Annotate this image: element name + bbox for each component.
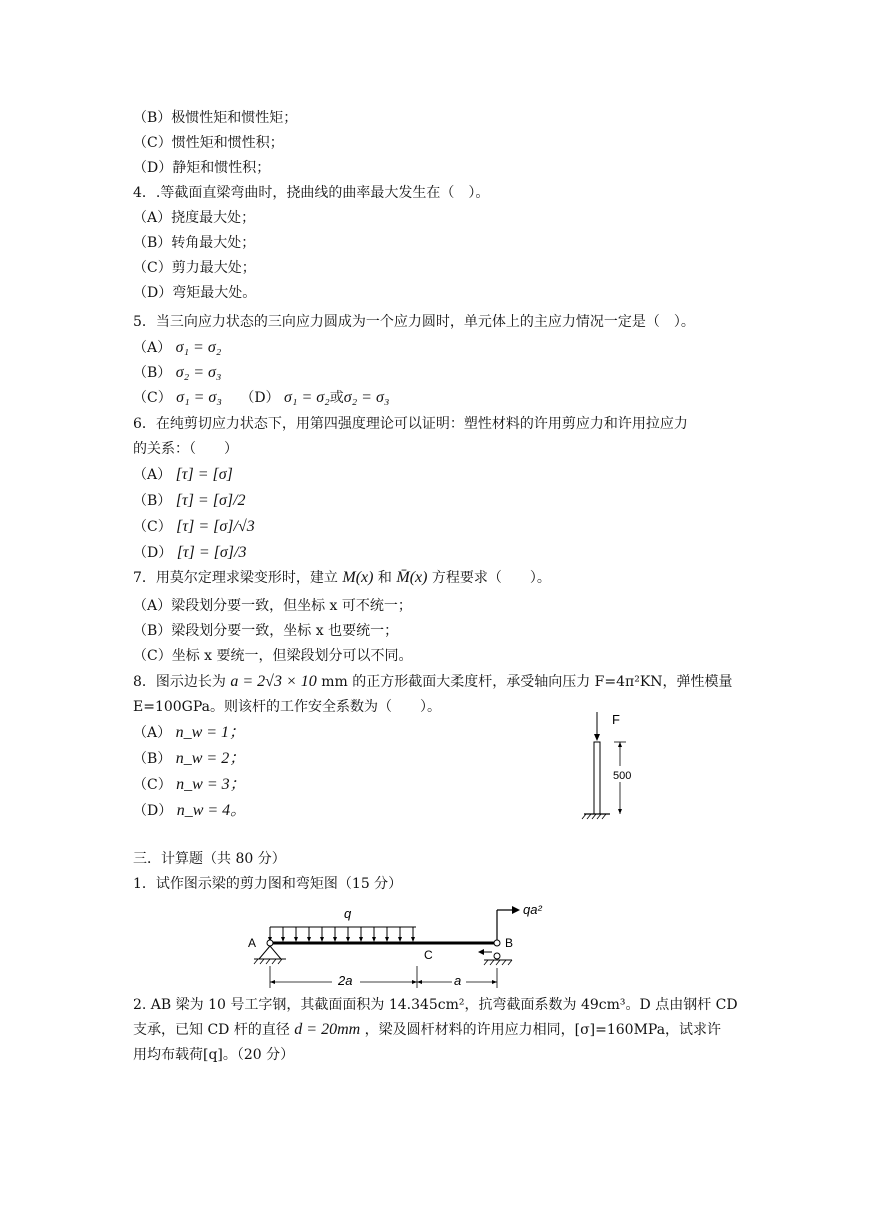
load-q-label: q xyxy=(344,906,352,921)
q7-formula-mbar: M̄(x) xyxy=(396,569,428,586)
q8-stem-line1 xyxy=(133,672,733,692)
q6-stem-line2: 的关系：（ ） xyxy=(133,441,238,457)
option-formula: σ₁ = σ₂ xyxy=(175,339,222,356)
column-bar xyxy=(594,742,600,814)
option-label: （D） xyxy=(133,803,173,819)
length-2a-label: 2a xyxy=(338,973,353,988)
q6-stem-line1: 6．在纯剪切应力状态下，用第四强度理论可以证明：塑性材料的许用剪应力和许用拉应力 xyxy=(133,416,688,432)
option-formula: σ₂ = σ₃ xyxy=(343,389,390,406)
pin-a-icon xyxy=(267,940,273,946)
option-label: （D） xyxy=(133,545,173,561)
q6-option-c xyxy=(133,517,255,537)
option-formula: [τ] = [σ]/√3 xyxy=(176,518,255,535)
q5-option-b xyxy=(133,363,221,383)
option-formula: [τ] = [σ]/2 xyxy=(175,492,246,509)
option-formula: n_w = 2； xyxy=(175,750,246,767)
q8-formula: a = 2√3 × 10 xyxy=(230,673,317,690)
q8-option-b xyxy=(133,749,245,769)
q4-option-b: （B）转角最大处； xyxy=(133,235,256,251)
section-3-title: 三．计算题（共 80 分） xyxy=(133,851,286,867)
pin-support-icon xyxy=(259,946,281,959)
q5-option-c-d xyxy=(133,388,389,408)
q7-formula-m: M(x) xyxy=(342,569,374,586)
q7-stem-text: 和 xyxy=(377,570,392,586)
length-label: 500 xyxy=(613,770,632,782)
roller-icon xyxy=(494,953,500,959)
q8-option-a xyxy=(133,723,245,743)
q5-option-a xyxy=(133,338,221,358)
q6-option-d xyxy=(133,543,246,563)
option-label: （A） xyxy=(133,467,172,483)
point-b-label: B xyxy=(505,936,514,950)
q3-option-b: （B）极惯性矩和惯性矩； xyxy=(133,110,298,126)
calc2-line1: 2. AB 梁为 10 号工字钢，其截面面积为 14.345cm²，抗弯截面系数为 49cm³。D 点由钢杆 CD xyxy=(133,997,738,1013)
q8-option-d xyxy=(133,801,246,821)
q8-stem-text: 8．图示边长为 xyxy=(133,674,226,690)
q7-stem xyxy=(133,568,551,588)
moment-label: qa² xyxy=(523,902,542,917)
q8-option-c xyxy=(133,775,246,795)
length-a-label: a xyxy=(454,973,462,988)
calc2-text: 支承，已知 CD 杆的直径 xyxy=(133,1022,290,1038)
calc1-stem: 1．试作图示梁的剪力图和弯矩图（15 分） xyxy=(133,876,403,892)
calc2-line2 xyxy=(133,1020,721,1040)
q3-option-d: （D）静矩和惯性积； xyxy=(133,160,271,176)
option-formula: [τ] = [σ]/3 xyxy=(176,544,247,561)
arrowhead-icon xyxy=(594,734,600,741)
q7-option-c: （C）坐标 x 要统一，但梁段划分可以不同。 xyxy=(133,648,413,664)
force-label: F xyxy=(612,712,620,727)
q7-stem-text: 7．用莫尔定理求梁变形时，建立 xyxy=(133,570,338,586)
q6-option-a xyxy=(133,465,233,485)
point-c-label: C xyxy=(424,948,433,962)
q7-option-a: （A）梁段划分要一致，但坐标 x 可不统一； xyxy=(133,598,412,614)
distributed-load-arrows-icon xyxy=(270,927,413,940)
option-formula: σ₁ = σ₂ xyxy=(284,389,330,406)
pin-b-icon xyxy=(494,940,500,946)
option-label: （C） xyxy=(133,777,172,793)
beam-figure xyxy=(240,896,570,994)
option-formula: σ₂ = σ₃ xyxy=(175,364,222,381)
option-label: （B） xyxy=(133,365,172,381)
option-formula: [τ] = [σ] xyxy=(175,466,233,483)
q6-option-b xyxy=(133,491,246,511)
option-label: （A） xyxy=(133,340,172,356)
option-label: （D） xyxy=(240,390,280,406)
point-a-label: A xyxy=(248,936,257,950)
q7-option-b: （B）梁段划分要一致，坐标 x 也要统一； xyxy=(133,623,399,639)
q4-option-c: （C）剪力最大处； xyxy=(133,260,256,276)
q4-option-a: （A）挠度最大处； xyxy=(133,210,256,226)
hatch-icon xyxy=(582,814,606,819)
option-formula: σ₁ = σ₃ xyxy=(176,389,222,406)
q4-option-d: （D）弯矩最大处。 xyxy=(133,285,257,301)
option-label: （B） xyxy=(133,751,172,767)
q7-stem-text: 方程要求（ ）。 xyxy=(431,570,551,586)
column-figure xyxy=(570,708,650,824)
calc2-line3: 用均布载荷[q]。（20 分） xyxy=(133,1047,295,1063)
option-formula: n_w = 4。 xyxy=(176,802,247,819)
option-formula: n_w = 3； xyxy=(176,776,246,793)
q5-stem: 5．当三向应力状态的三向应力圆成为一个应力圆时，单元体上的主应力情况一定是（ ）。 xyxy=(133,314,695,330)
option-label: （C） xyxy=(133,519,172,535)
option-label: （A） xyxy=(133,725,172,741)
q8-stem-text: mm 的正方形截面大柔度杆，承受轴向压力 F=4π²KN，弹性模量 xyxy=(321,674,733,690)
option-label: （C） xyxy=(133,390,172,406)
or-text: 或 xyxy=(329,390,344,406)
q8-stem-line2: E=100GPa。则该杆的工作安全系数为（ ）。 xyxy=(133,699,441,715)
option-formula: n_w = 1； xyxy=(175,724,246,741)
q4-stem: 4．.等截面直梁弯曲时，挠曲线的曲率最大发生在（ ）。 xyxy=(133,185,490,201)
q3-option-c: （C）惯性矩和惯性积； xyxy=(133,135,284,151)
calc2-text: ，梁及圆杆材料的许用应力相同，[σ]=160MPa，试求许 xyxy=(364,1022,722,1038)
option-label: （B） xyxy=(133,493,172,509)
calc2-formula: d = 20mm xyxy=(294,1021,361,1038)
